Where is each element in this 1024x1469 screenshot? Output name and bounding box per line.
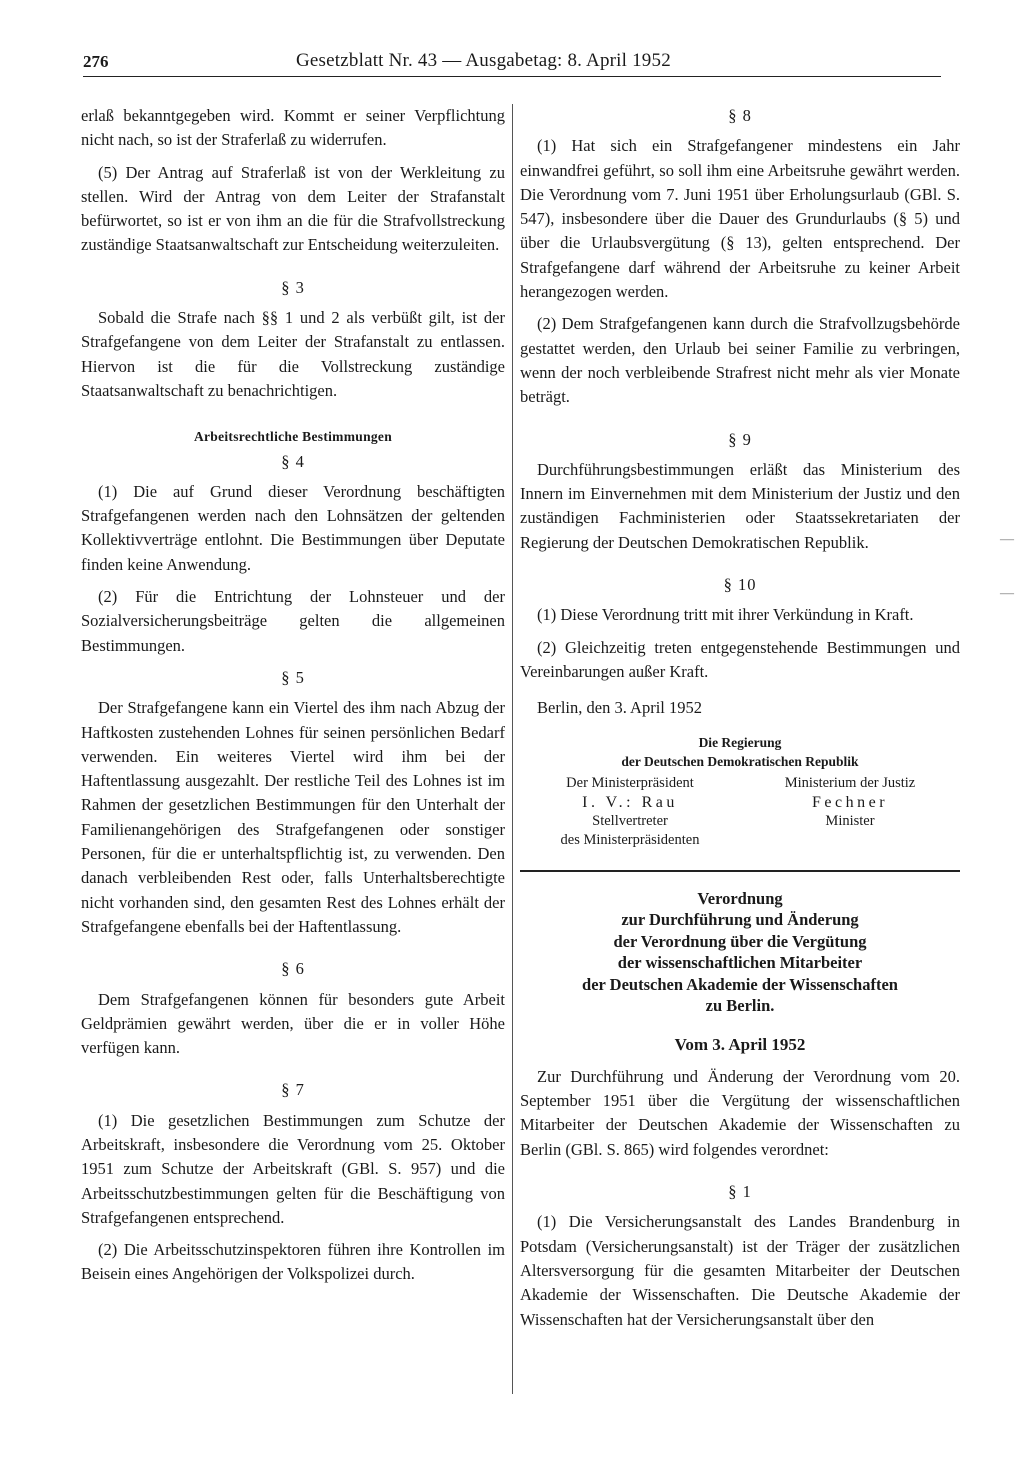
dateline: Berlin, den 3. April 1952 (537, 698, 702, 718)
paragraph-2-5: (5) Der Antrag auf Straferlaß ist von der Werkleitung zu stellen. Wird der Antrag von dem Leiter der Strafanstalt befürwortet, so ist er von ihm an die für die Strafvollstreckung zuständige Staatsanwaltschaft zur Entscheidung weiterzuleiten. (81, 162, 505, 255)
subheading-arbeitsrechtliche-bestimmungen: Arbeitsrechtliche Bestimmungen (193, 429, 393, 445)
signature-left-role: Der Ministerpräsident (566, 774, 694, 791)
left-column (81, 104, 505, 1295)
section-10-paragraph-1: (1) Diese Verordnung tritt mit ihrer Verkündung in Kraft. (537, 605, 914, 625)
signature-block (520, 774, 960, 850)
section-8-heading: § 8 (728, 106, 752, 125)
ordinance-separator-rule (520, 870, 960, 872)
page-number: 276 (83, 52, 109, 71)
ordinance-title-line: der wissenschaftlichen Mitarbeiter (617, 953, 863, 973)
signature-right-name: Fechner (811, 793, 889, 811)
section-3-heading: § 3 (281, 277, 305, 297)
section-5-heading: § 5 (281, 667, 305, 687)
section-4-paragraph-1: (1) Die auf Grund dieser Verordnung beschäftigten Strafgefangenen werden nach den Lohnsätzen der geltenden Kollektivverträge entlohnt. Die Bestimmungen über Deputate finden keine Anwendung. (81, 481, 505, 574)
ordinance-title-line: der Deutschen Akademie der Wissenschaften (582, 974, 898, 994)
section-8-paragraph-2: (2) Dem Strafgefangenen kann durch die Strafvollzugsbehörde gestattet werden, den Urlaub bei seiner Familie zu verbringen, wenn der noch verbleibende Strafrest nicht mehr als vier Monate beträgt. (520, 314, 960, 407)
signature-right-title: Minister (825, 812, 875, 829)
ordinance-intro: Zur Durchführung und Änderung der Verordnung vom 20. September 1951 über die Vergütung der wissenschaftlichen Mitarbeiter der Deutschen Akademie der Wissenschaften zu Berlin (GBl. S. 865) wird folgendes verordnet: (520, 1066, 960, 1159)
header-rule (83, 76, 941, 77)
section-4-paragraph-2: (2) Für die Entrichtung der Lohnsteuer und der Sozialversicherungsbeiträge gelten die allgemeinen Bestimmungen. (81, 587, 505, 655)
section-7-heading: § 7 (281, 1080, 305, 1100)
ordinance-title-line: Verordnung (697, 888, 783, 908)
paragraph-continuation: erlaß bekanntgegeben wird. Kommt er seiner Verpflichtung nicht nach, so ist der Straferlaß zu widerrufen. (81, 106, 505, 150)
government-line-2: der Deutschen Demokratischen Republik (621, 753, 859, 769)
section-10-heading: § 10 (723, 575, 757, 595)
signature-left-name: I. V.: Rau (582, 793, 678, 811)
ordinance-section-1-paragraph: (1) Die Versicherungsanstalt des Landes Brandenburg in Potsdam (Versicherungsanstalt) ist der Träger der zusätzlichen Altersversorgung für die gesamten Mitarbeiter der Deutschen Akademie der Wissenschaften. Die Deutsche Akademie der Wissenschaften hat der Versicherungsanstalt über den (520, 1212, 960, 1329)
section-10-paragraph-2: (2) Gleichzeitig treten entgegenstehende Bestimmungen und Vereinbarungen außer Kraft. (520, 637, 960, 681)
section-7-paragraph-1: (1) Die gesetzlichen Bestimmungen zum Schutze der Arbeitskraft, insbesondere die Verordnung vom 25. Oktober 1951 zum Schutze der Arbeitskraft (GBl. S. 957) und die Arbeitsschutzbestimmungen gelten für die Beschäftigung von Strafgefangenen entsprechend. (81, 1110, 505, 1227)
ordinance-title-line: der Verordnung über die Vergütung (613, 931, 867, 951)
section-9-heading: § 9 (728, 429, 752, 449)
running-head: Gesetzblatt Nr. 43 — Ausgabetag: 8. April 1952 (296, 50, 671, 71)
ordinance-date: Vom 3. April 1952 (674, 1034, 806, 1054)
signature-right-role: Ministerium der Justiz (784, 774, 916, 791)
signature-left-title-1: Stellvertreter (592, 812, 668, 829)
section-9-paragraph: Durchführungsbestimmungen erläßt das Ministerium des Innern im Einvernehmen mit dem Ministerium der Justiz und den zuständigen Fachministerien oder Staatssekretariaten der Regierung der Deutschen Demokratischen Republik. (520, 459, 960, 552)
section-7-paragraph-2: (2) Die Arbeitsschutzinspektoren führen ihre Kontrollen im Beisein eines Angehörigen der Volkspolizei durch. (81, 1240, 505, 1284)
page-header (0, 0, 1024, 80)
ordinance-title-line: zu Berlin. (705, 996, 775, 1016)
government-line-1: Die Regierung (698, 734, 782, 750)
column-divider (512, 104, 513, 1394)
section-3-paragraph: Sobald die Strafe nach §§ 1 und 2 als verbüßt gilt, ist der Strafgefangene von dem Leiter der Strafanstalt zu entlassen. Hiervon ist die für die Vollstreckung zuständige Staatsanwaltschaft zu benachrichtigen. (81, 308, 505, 400)
ordinance-section-1-heading: § 1 (728, 1182, 752, 1202)
signature-left (520, 774, 740, 850)
section-4-heading: § 4 (281, 451, 305, 471)
margin-mark: — (1000, 586, 1014, 601)
section-8-paragraph-1: (1) Hat sich ein Strafgefangener mindestens ein Jahr einwandfrei geführt, so soll ihm eine Arbeitsruhe gewährt werden. Die Verordnung vom 7. Juni 1951 über Erholungsurlaub (GBl. S. 547), insbesondere über die Dauer des Grundurlaubs (§ 5) und über die Urlaubsvergütung (§ 13), gelten entsprechend. Der Strafgefangene darf während der Arbeitsruhe zu keiner Arbeit herangezogen werden. (520, 136, 960, 302)
ordinance-title (520, 888, 960, 1017)
margin-mark: — (1000, 532, 1014, 547)
section-6-paragraph: Dem Strafgefangenen können für besonders gute Arbeit Geldprämien gewährt werden, über die er in voller Höhe verfügen kann. (81, 989, 505, 1058)
signature-left-title-2: des Ministerpräsidenten (560, 831, 700, 848)
signature-right (740, 774, 960, 850)
ordinance-title-line: zur Durchführung und Änderung (621, 910, 859, 930)
section-6-heading: § 6 (281, 959, 305, 979)
right-column (520, 104, 960, 1340)
section-5-paragraph: Der Strafgefangene kann ein Viertel des ihm nach Abzug der Haftkosten zustehenden Lohnes für seinen persönlichen Bedarf verwenden. Ein weiteres Viertel wird ihm bei der Haftentlassung ausgezahlt. Der restliche Teil des Lohnes ist im Rahmen der gesetzlichen Bestimmungen für den Unterhalt der Familienangehörigen des Strafgefangenen oder sonstiger Personen, für die er unterhaltspflichtig ist, zu verwenden. Den danach verbleibenden Rest oder, falls Unterhaltsberechtigte nicht vorhanden sind, den gesamten Rest des Lohnes erhält der Strafgefangene ebenfalls bei der Haftentlassung. (81, 698, 505, 936)
